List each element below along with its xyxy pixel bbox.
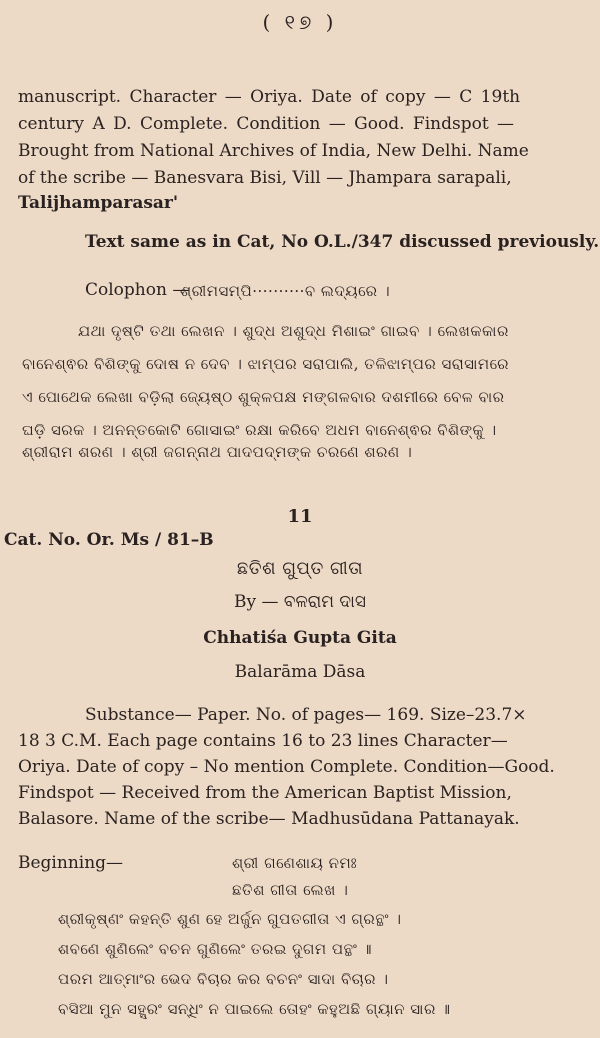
oriya-line: ଶ୍ରୀରାମ ଶରଣ । ଶ୍ରୀ ଜଗନ୍ନାଥ ପାଦପଦ୍ମଙ୍କ ଚରଣେ ଶରଣ । [22, 443, 413, 461]
oriya-line: ବାନେଶ୍ଵର ବିଶିଙ୍କୁ ଦୋଷ ନ ଦେବ । ଝାମ୍ପର ସରାପାଲି, ତଳିଝାମ୍ପର ସରାସାମରେ [22, 355, 509, 373]
record-number: 11 [287, 506, 313, 527]
text-line: manuscript. Character — Oriya. Date of copy — C 19th [18, 87, 521, 107]
title-oriya: ଛତିଶ ଗୁପ୍ତ ଗୀତା [236, 558, 364, 579]
colophon-label: Colophon — [85, 280, 190, 300]
beginning-invocation: ଶ୍ରୀ ଗଣେଶାୟ ନମଃ [232, 854, 358, 872]
text-line: Brought from National Archives of India, New Delhi. Name [18, 141, 529, 161]
beginning-label: Beginning— [18, 853, 124, 873]
oriya-line: ଘଡ଼ି ସରକ । ଅନନ୍ତକୋଟି ଗୋସାଇଂ ରକ୍ଷା କରିବେ ଅଧମ ବାନେଶ୍ଵର ବିଶିଙ୍କୁ । [22, 421, 497, 439]
title-roman: Chhatiśa Gupta Gita [203, 628, 397, 648]
text-line: of the scribe — Banesvara Bisi, Vill — Jhampara sarapali, [18, 168, 512, 188]
verse-line: ବସିଆ ମୁନ ସହ୍ସ୍ରଂ ସନ୍ଧିଂ ନ ପାଇଲେ ତୋହଂ କହୁଅଛି ଗ୍ୟାନ ସାର ॥ [58, 1000, 451, 1018]
verse-line: ପରମ ଆତ୍ମାଂର ଭେଦ ବିଚାର କର ବଚନଂ ସାଦା ବିଚାର । [58, 970, 389, 988]
oriya-line: ଯଥା ଦୃଷ୍ଟି ତଥା ଲେଖନ । ଶୁଦ୍ଧ ଅଶୁଦ୍ଧ ମିଶାଇଂ ଗାଇବ । ଲେଖକକାର [78, 322, 509, 340]
beginning-heading: ଛତିଶ ଗୀତା ଲେଖ । [232, 881, 349, 899]
description-line: Substance— Paper. No. of pages— 169. Size–23.7× [85, 705, 527, 725]
colophon-text: ଶ୍ରୀମସମ୍ପି··········ବ ଲଦ୍ୟରେ । [180, 282, 391, 300]
text-line: century A D. Complete. Condition — Good. Findspot — [18, 114, 515, 134]
author-oriya: By — ବଳରାମ ଦାସ [233, 592, 367, 612]
verse-line: ଶବଣେ ଶୁଣିଲେଂ ବଚନ ଗୁଣିଲେଂ ତରଇ ଦୁଗମ ପନ୍ଥଂ ॥ [58, 940, 373, 958]
description-line: Oriya. Date of copy – No mention Complete. Condition—Good. [18, 757, 555, 777]
description-line: Findspot — Received from the American Baptist Mission, [18, 783, 512, 803]
text-same-note: Text same as in Cat, No O.L./347 discussed previously. [85, 232, 600, 252]
page-number: ( ୧୭ ) [262, 10, 338, 34]
text-line: Talijhamparasar' [18, 193, 179, 213]
catalogue-number: Cat. No. Or. Ms / 81–B [4, 530, 214, 550]
description-line: Balasore. Name of the scribe— Madhusūdana Pattanayak. [18, 809, 520, 829]
description-line: 18 3 C.M. Each page contains 16 to 23 lines Character— [18, 731, 508, 751]
verse-line: ଶ୍ରୀକୃଷ୍ଣଂ କହନ୍ତି ଶୁଣ ହେ ଅର୍ଜୁନ ଗୁପତଗୀତା ଏ ଗ୍ରନ୍ଥଂ । [58, 910, 402, 928]
author-roman: Balarāma Dāsa [234, 662, 366, 682]
oriya-line: ଏ ପୋଥେକ ଲେଖା ବଡ଼ିଲା ଜ୍ୟେଷ୍ଠ ଶୁକ୍ଳପକ୍ଷ ମଙ୍ଗଳବାର ଦଶମୀରେ ବେଳ ବାର [22, 388, 505, 406]
